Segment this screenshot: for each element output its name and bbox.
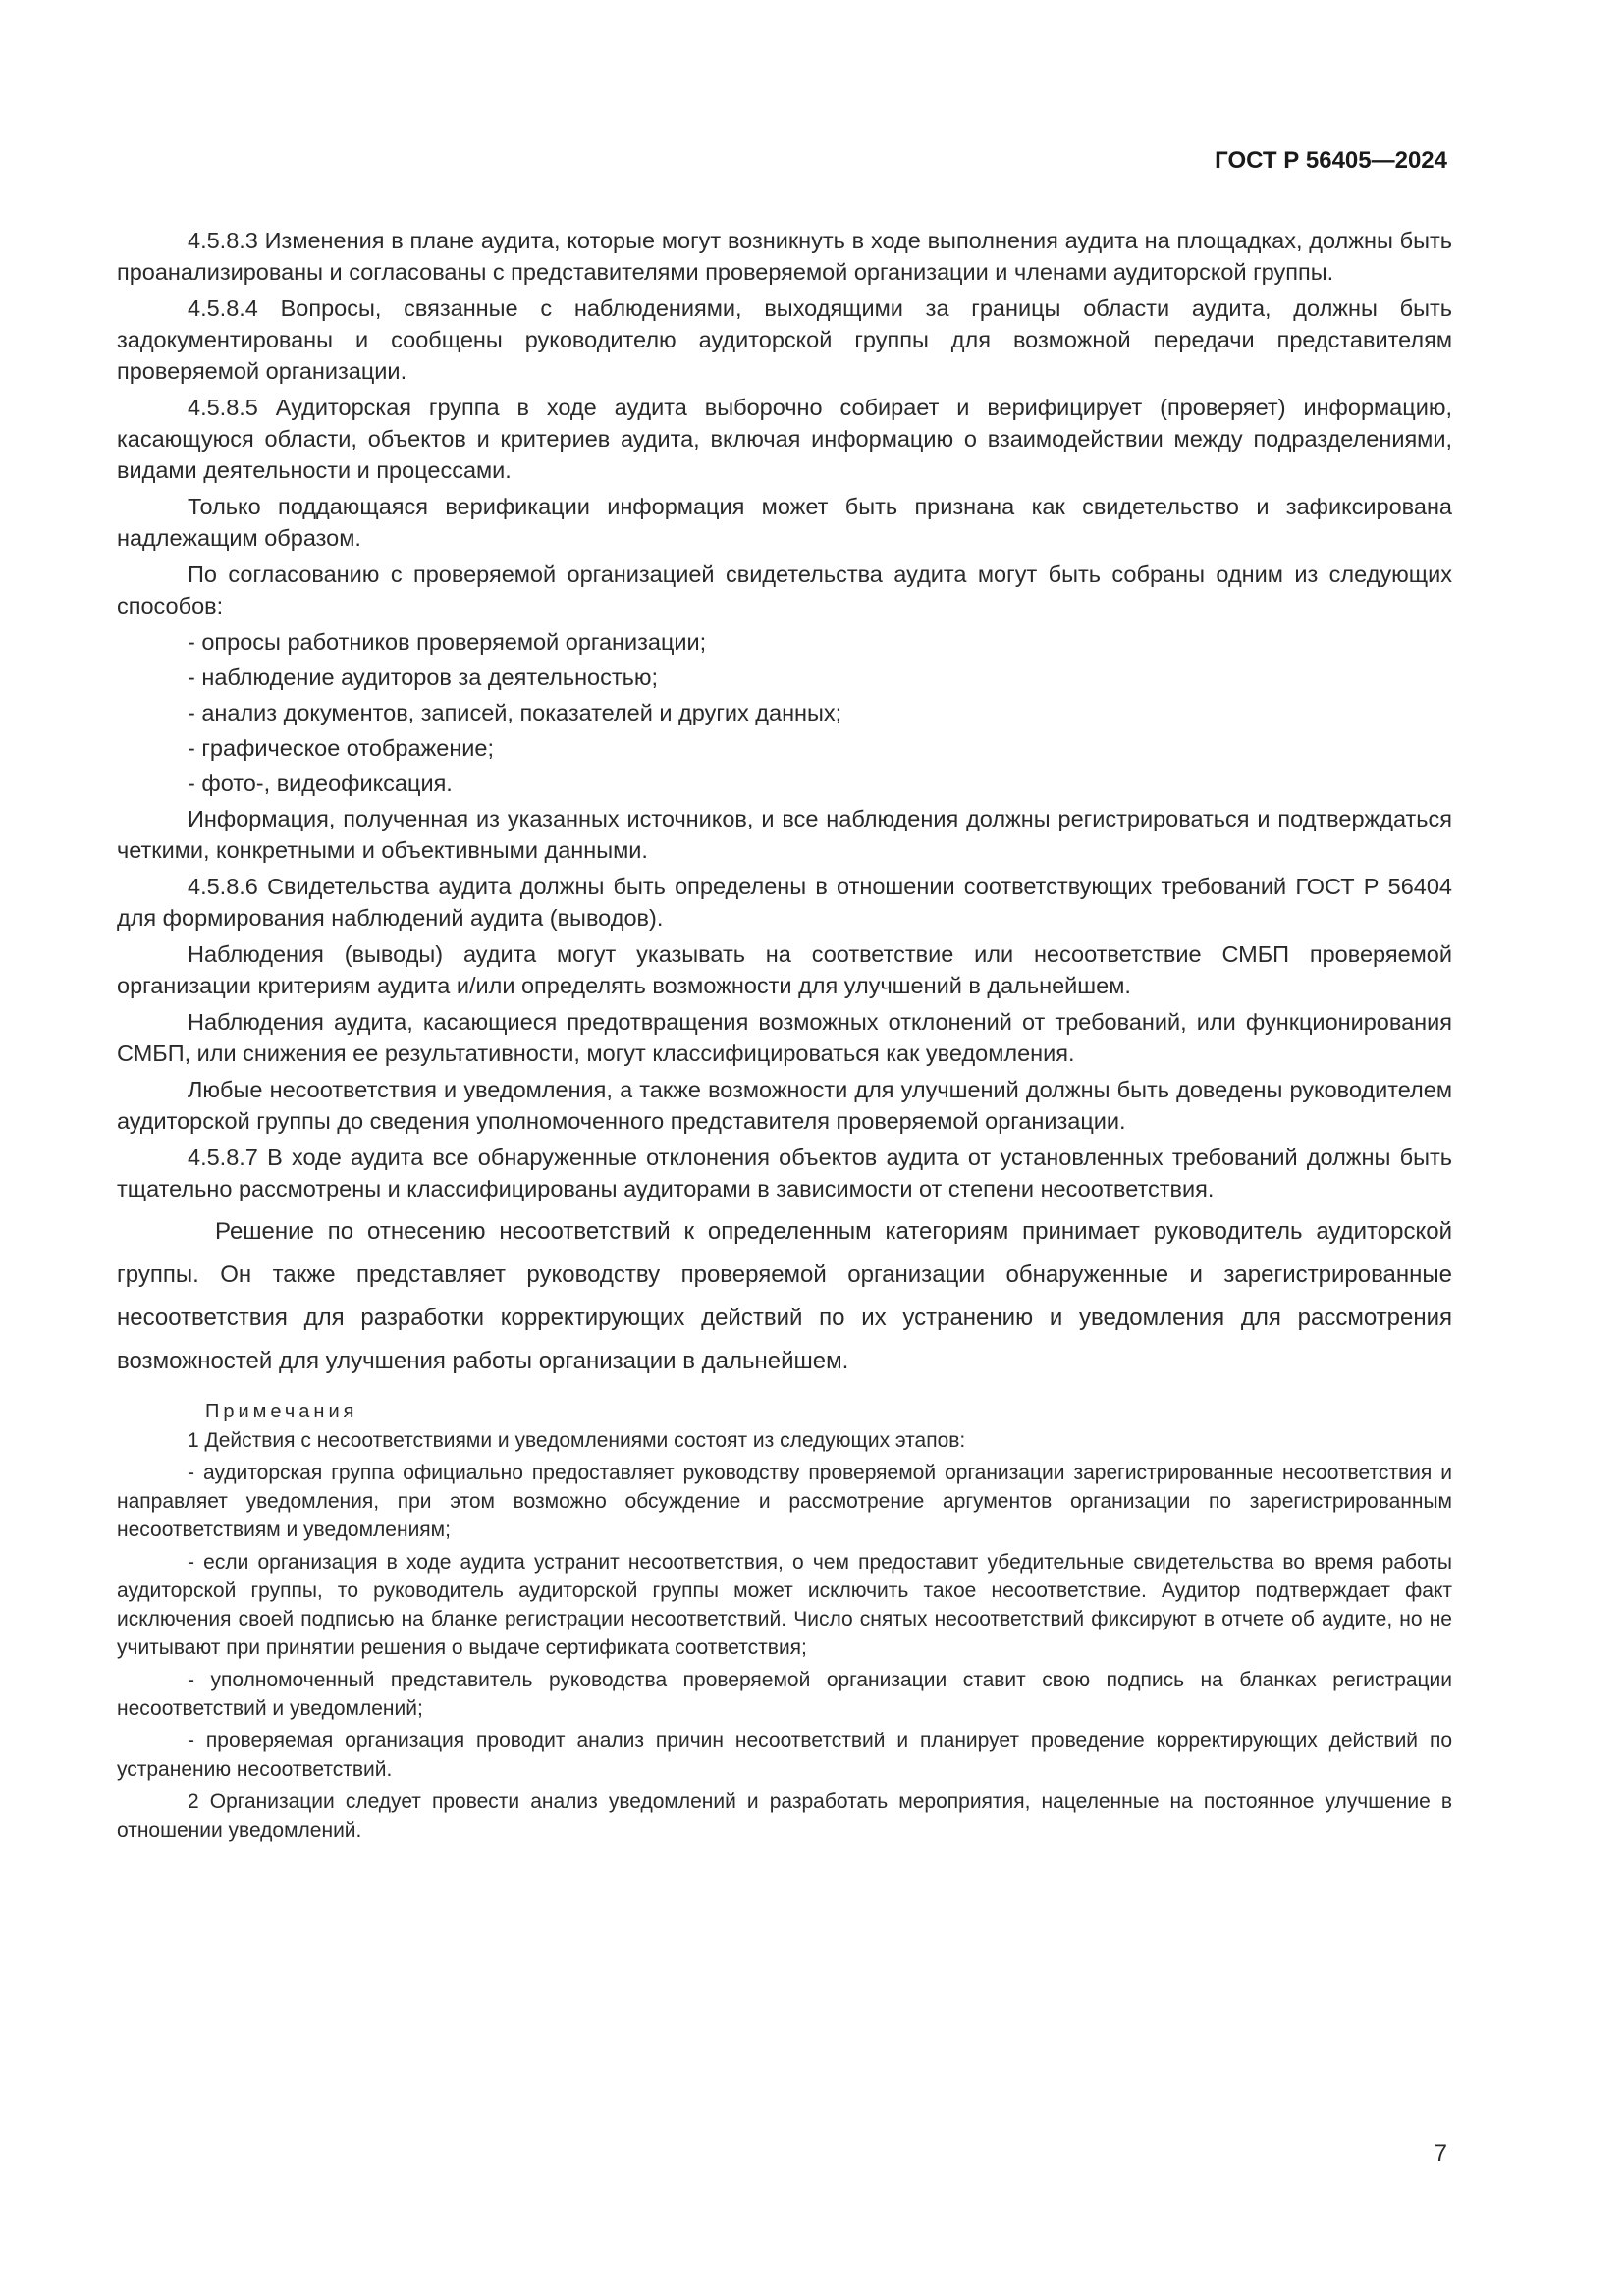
note-item: - если организация в ходе аудита устранит несоответствия, о чем предоставит убедительные свидетельства во время работы аудиторской группы, то руководитель аудиторской группы может исключить такое несоответствие. Аудитор подтверждает факт исключения своей подписью на бланке регистрации несоответствий. Число снятых несоответствий фиксируют в отчете об аудите, но не учитывают при принятии решения о выдаче сертификата соответствия; <box>117 1551 1452 1659</box>
list-item: - анализ документов, записей, показателей и других данных; <box>188 700 842 725</box>
nonconformities-paragraph: Любые несоответствия и уведомления, а также возможности для улучшений должны быть доведены руководителем аудиторской группы до сведения уполномоченного представителя проверяемой организации. <box>117 1077 1452 1134</box>
list-item: - наблюдение аудиторов за деятельностью; <box>188 665 659 690</box>
clause-4-5-8-7: 4.5.8.7 В ходе аудита все обнаруженные отклонения объектов аудита от установленных требований должны быть тщательно рассмотрены и классифицированы аудиторами в зависимости от степени несоответствия. <box>117 1145 1452 1201</box>
observations-paragraph: Наблюдения (выводы) аудита могут указывать на соответствие или несоответствие СМБП проверяемой организации критериям аудита и/или определять возможности для улучшений в дальнейшем. <box>117 941 1452 998</box>
verification-paragraph: Только поддающаяся верификации информация может быть признана как свидетельство и зафиксирована надлежащим образом. <box>117 494 1452 551</box>
notes-heading: Примечания <box>205 1401 358 1422</box>
page-body <box>117 225 1452 1848</box>
page-number: 7 <box>1434 2140 1447 2166</box>
note-item: - аудиторская группа официально предоставляет руководству проверяемой организации зарегистрированные несоответствия и направляет уведомления, при этом возможно обсуждение и рассмотрение аргументов организации по зарегистрированным несоответствиям и уведомлениям; <box>117 1462 1452 1541</box>
clause-4-5-8-5: 4.5.8.5 Аудиторская группа в ходе аудита выборочно собирает и верифицирует (проверяет) информацию, касающуюся области, объектов и критериев аудита, включая информацию о взаимодействии между подразделениями, видами деятельности и процессами. <box>117 395 1452 483</box>
note-item: 1 Действия с несоответствиями и уведомлениями состоят из следующих этапов: <box>188 1429 966 1452</box>
notifications-paragraph: Наблюдения аудита, касающиеся предотвращения возможных отклонений от требований, или функционирования СМБП, или снижения ее результативности, могут классифицироваться как уведомления. <box>117 1009 1452 1066</box>
list-item: - фото-, видеофиксация. <box>188 771 453 796</box>
clause-4-5-8-4: 4.5.8.4 Вопросы, связанные с наблюдениями, выходящими за границы области аудита, должны быть задокументированы и сообщены руководителю аудиторской группы для возможной передачи представителям проверяемой организации. <box>117 295 1452 384</box>
list-item: - опросы работников проверяемой организации; <box>188 629 707 655</box>
information-paragraph: Информация, полученная из указанных источников, и все наблюдения должны регистрироваться и подтверждаться четкими, конкретными и объективными данными. <box>117 806 1452 863</box>
note-item: - уполномоченный представитель руководства проверяемой организации ставит свою подпись на бланках регистрации несоответствий и уведомлений; <box>117 1669 1452 1720</box>
decision-paragraph: Решение по отнесению несоответствий к определенным категориям принимает руководитель аудиторской группы. Он также представляет руководству проверяемой организации обнаруженные и зарегистрированные несоответствия для разработки корректирующих действий по их устранению и уведомления для рассмотрения возможностей для улучшения работы организации в дальнейшем. <box>117 1218 1452 1374</box>
note-item: - проверяемая организация проводит анализ причин несоответствий и планирует проведение корректирующих действий по устранению несоответствий. <box>117 1730 1452 1781</box>
methods-intro: По согласованию с проверяемой организацией свидетельства аудита могут быть собраны одним из следующих способов: <box>117 561 1452 618</box>
note-item: 2 Организации следует провести анализ уведомлений и разработать мероприятия, нацеленные на постоянное улучшение в отношении уведомлений. <box>117 1790 1452 1842</box>
list-item: - графическое отображение; <box>188 735 495 761</box>
standard-designation: ГОСТ Р 56405—2024 <box>1215 147 1447 174</box>
clause-4-5-8-6: 4.5.8.6 Свидетельства аудита должны быть определены в отношении соответствующих требований ГОСТ Р 56404 для формирования наблюдений аудита (выводов). <box>117 874 1452 931</box>
clause-4-5-8-3: 4.5.8.3 Изменения в плане аудита, которые могут возникнуть в ходе выполнения аудита на площадках, должны быть проанализированы и согласованы с представителями проверяемой организации и членами аудиторской группы. <box>117 228 1452 285</box>
